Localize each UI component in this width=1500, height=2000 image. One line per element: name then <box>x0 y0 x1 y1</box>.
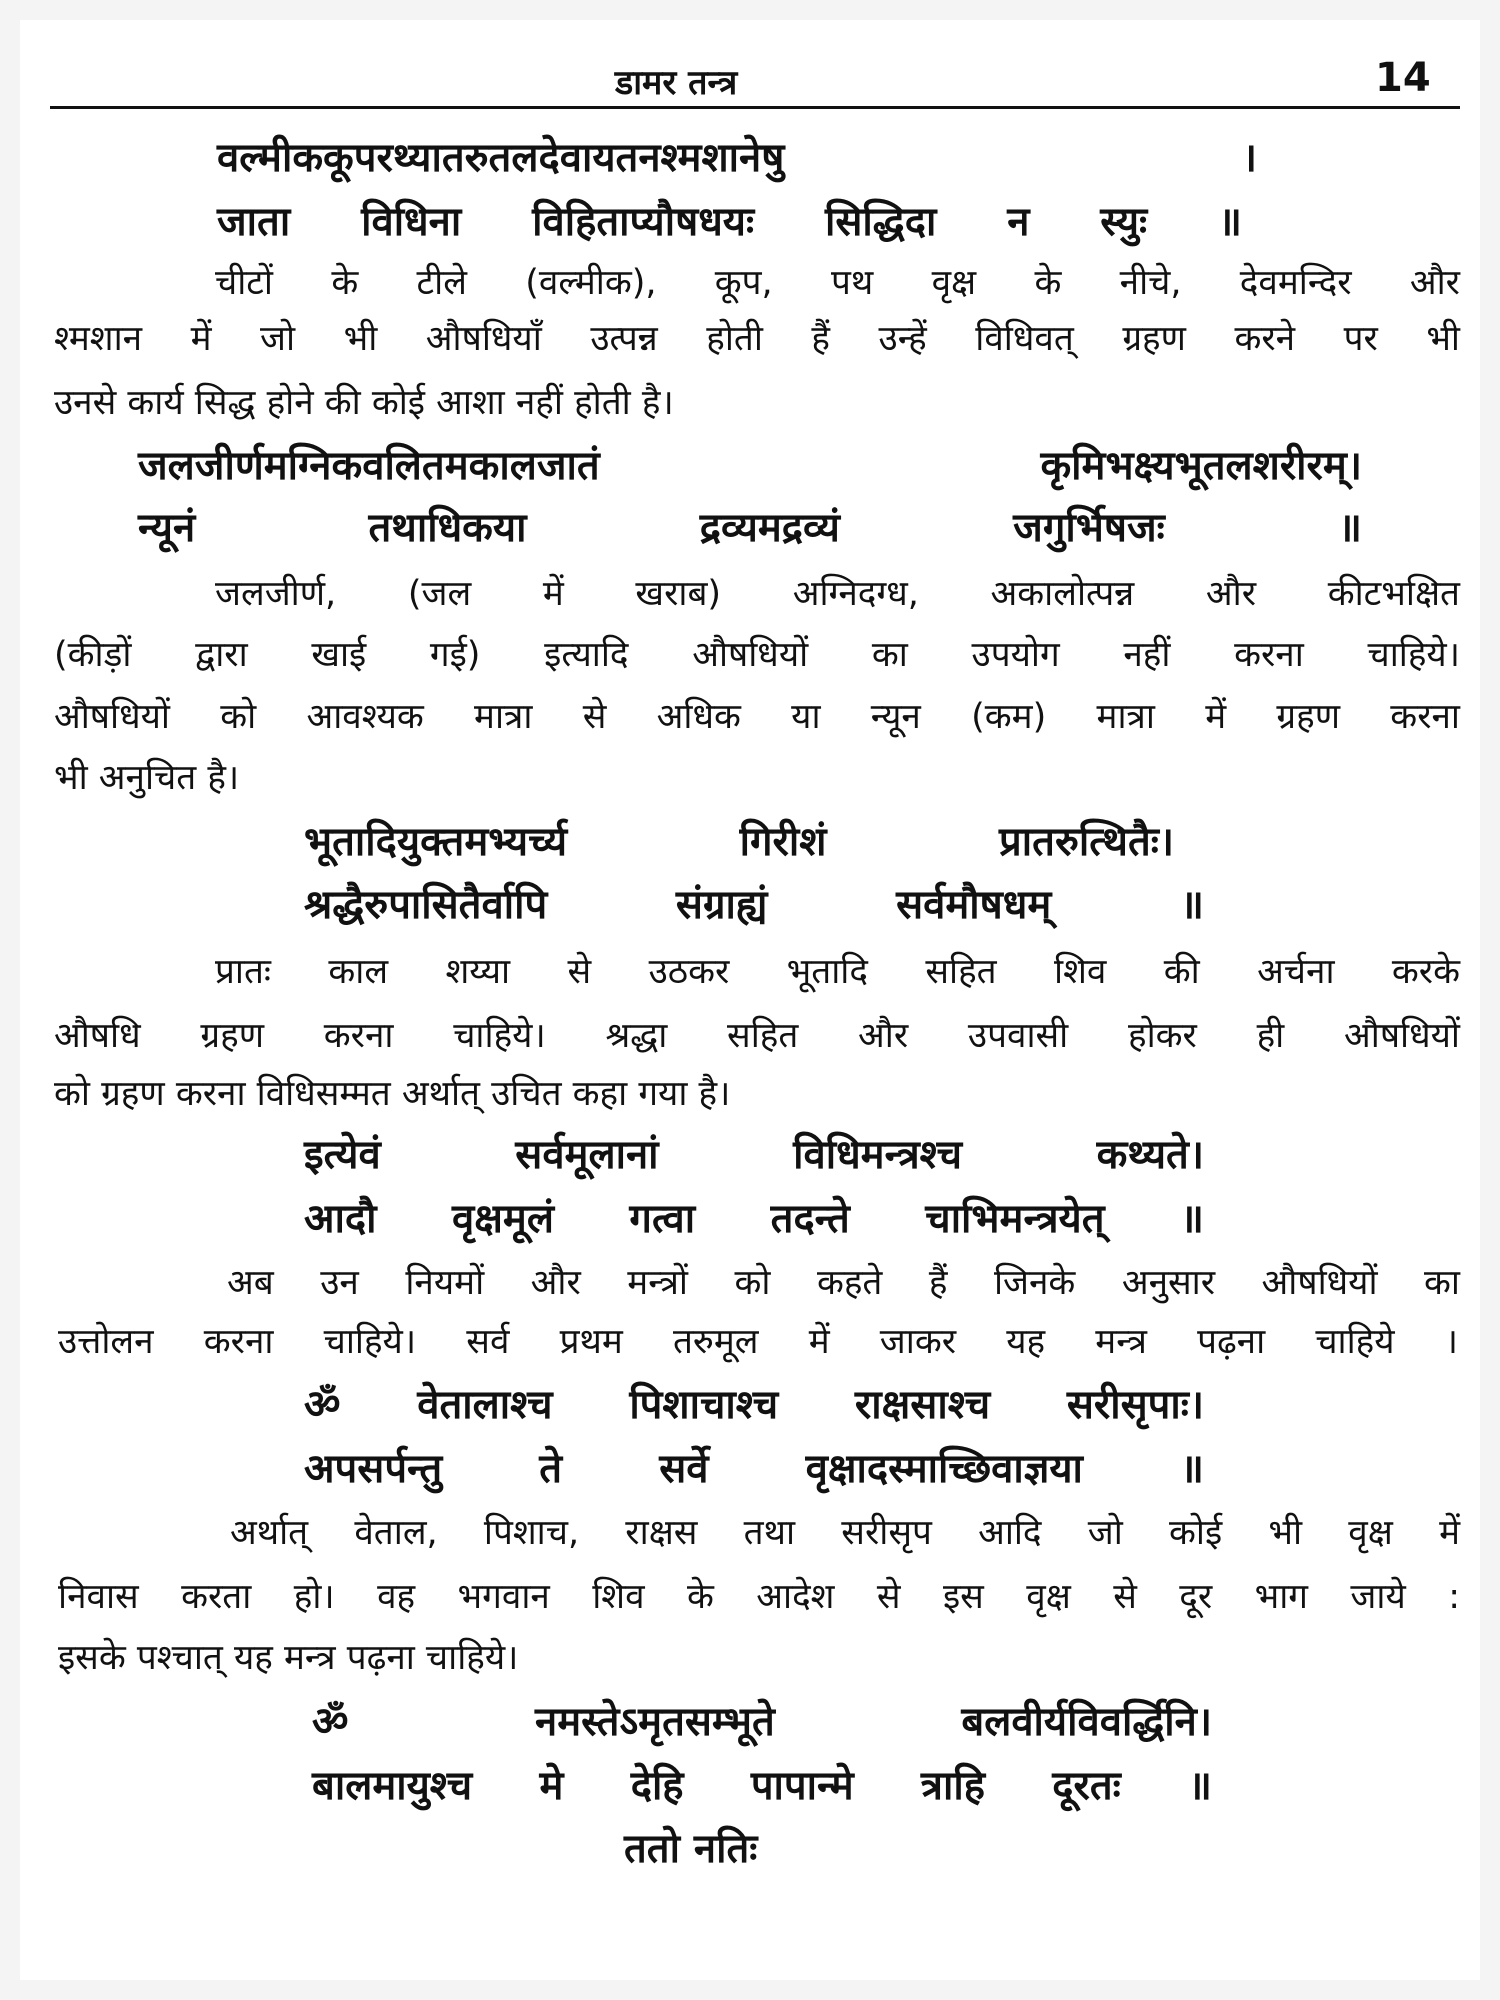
prose-line: भी अनुचित है। <box>54 758 240 798</box>
prose-line: इसके पश्चात् यह मन्त्र पढ़ना चाहिये। <box>58 1638 519 1678</box>
page-number: 14 <box>1375 55 1431 101</box>
prose-line: अब उन नियमों और मन्त्रों को कहते हैं जिनके अनुसार औषधियों का <box>227 1263 1460 1303</box>
verse-line: भूतादियुक्तमभ्यर्च्य गिरीशं प्रातरुत्थितैः। <box>304 819 1174 865</box>
book-page <box>20 20 1480 1980</box>
prose-line: जलजीर्ण, (जल में खराब) अग्निदग्ध, अकालोत्पन्न और कीटभक्षित <box>215 574 1460 614</box>
verse-line: वल्मीककूपरथ्यातरुतलदेवायतनश्मशानेषु । <box>217 135 1257 181</box>
prose-line: प्रातः काल शय्या से उठकर भूतादि सहित शिव की अर्चना करके <box>215 952 1460 992</box>
verse-line: न्यूनं तथाधिकया द्रव्यमद्रव्यं जगुर्भिषजः ॥ <box>138 505 1362 551</box>
prose-line: (कीड़ों द्वारा खाई गई) इत्यादि औषधियों का उपयोग नहीं करना चाहिये। <box>54 635 1460 675</box>
prose-line: औषधि ग्रहण करना चाहिये। श्रद्धा सहित और उपवासी होकर ही औषधियों <box>54 1016 1460 1056</box>
mantra-line: ॐ नमस्तेऽमृतसम्भूते बलवीर्यविवर्द्धिनि। <box>312 1699 1212 1745</box>
prose-line: औषधियों को आवश्यक मात्रा से अधिक या न्यून (कम) मात्रा में ग्रहण करना <box>54 697 1460 737</box>
mantra-line: अपसर्पन्तु ते सर्वे वृक्षादस्माच्छिवाज्ञया ॥ <box>304 1446 1204 1492</box>
closing-line: ततो नतिः <box>624 1826 758 1872</box>
running-title: डामर तन्त्र <box>615 63 738 103</box>
verse-line: इत्येवं सर्वमूलानां विधिमन्त्रश्च कथ्यते। <box>304 1132 1204 1178</box>
prose-line: निवास करता हो। वह भगवान शिव के आदेश से इस वृक्ष से दूर भाग जाये : <box>58 1577 1460 1617</box>
verse-line: श्रद्धैरुपासितैर्वापि संग्राह्यं सर्वमौषधम् ॥ <box>304 882 1204 928</box>
prose-line: चीटों के टीले (वल्मीक), कूप, पथ वृक्ष के नीचे, देवमन्दिर और <box>215 263 1460 303</box>
prose-line: उत्तोलन करना चाहिये। सर्व प्रथम तरुमूल में जाकर यह मन्त्र पढ़ना चाहिये । <box>58 1322 1458 1362</box>
prose-line: अर्थात् वेताल, पिशाच, राक्षस तथा सरीसृप आदि जो कोई भी वृक्ष में <box>230 1513 1460 1553</box>
verse-line: जलजीर्णमग्निकवलितमकालजातं कृमिभक्ष्यभूतलशरीरम्। <box>138 443 1362 489</box>
prose-line: उनसे कार्य सिद्ध होने की कोई आशा नहीं होती है। <box>54 383 674 423</box>
verse-line: आदौ वृक्षमूलं गत्वा तदन्ते चाभिमन्त्रयेत् ॥ <box>304 1196 1204 1242</box>
mantra-line: बालमायुश्च मे देहि पापान्मे त्राहि दूरतः ॥ <box>312 1763 1212 1809</box>
prose-line: श्मशान में जो भी औषधियाँ उत्पन्न होती हैं उन्हें विधिवत् ग्रहण करने पर भी <box>54 319 1460 359</box>
header-rule <box>50 106 1460 109</box>
mantra-line: ॐ वेतालाश्च पिशाचाश्च राक्षसाश्च सरीसृपाः। <box>304 1382 1204 1428</box>
verse-line: जाता विधिना विहिताप्यौषधयः सिद्धिदा न स्युः ॥ <box>217 199 1242 245</box>
prose-line: को ग्रहण करना विधिसम्मत अर्थात् उचित कहा गया है। <box>54 1074 731 1114</box>
